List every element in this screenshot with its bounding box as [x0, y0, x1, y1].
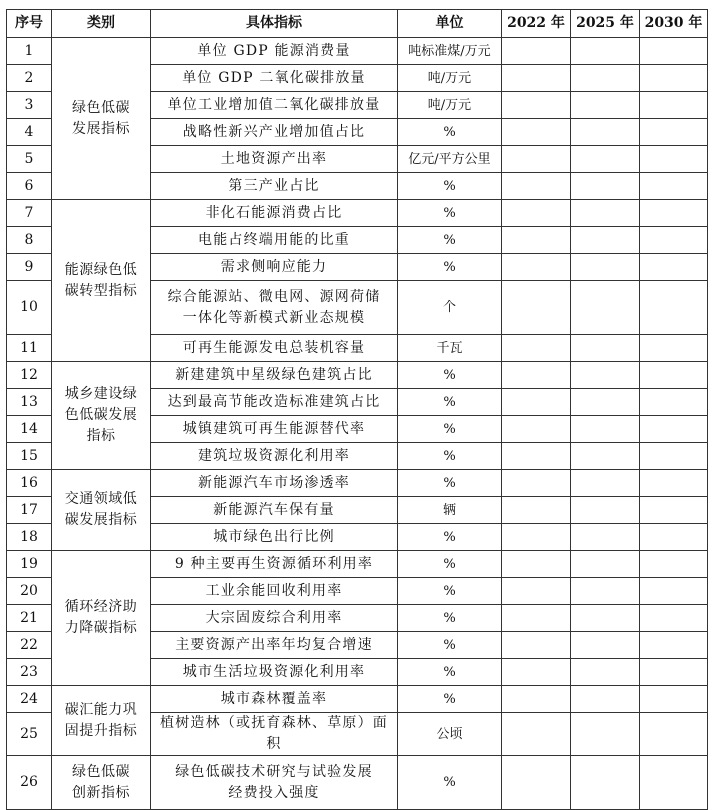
value-2025 — [571, 254, 640, 281]
category-line: 指标 — [86, 428, 116, 444]
category-line: 绿色低碳 — [72, 99, 130, 116]
value-2030 — [640, 416, 708, 443]
row-number: 17 — [7, 497, 52, 524]
value-2025 — [571, 605, 640, 632]
row-number: 5 — [7, 146, 52, 173]
value-2025 — [571, 632, 640, 659]
indicator-line: 城市绿色出行比例 — [213, 528, 335, 545]
value-2030 — [640, 146, 708, 173]
value-2025 — [571, 173, 640, 200]
value-2030 — [640, 335, 708, 362]
category-line: 力降碳指标 — [64, 620, 138, 636]
value-2025 — [571, 281, 640, 335]
table-row — [7, 686, 708, 713]
indicator-cell — [151, 92, 398, 119]
value-2022 — [502, 605, 571, 632]
category-line: 固提升指标 — [64, 722, 138, 739]
row-number: 3 — [7, 92, 52, 119]
indicator-line: 单位 GDP 能源消费量 — [197, 42, 351, 59]
indicator-line: 单位 GDP 二氧化碳排放量 — [182, 69, 366, 86]
header-row — [7, 10, 708, 38]
unit-cell: % — [398, 443, 502, 470]
value-2022 — [502, 551, 571, 578]
header-2025: 2025 年 — [571, 10, 640, 38]
value-2025 — [571, 227, 640, 254]
header-indicator: 具体指标 — [151, 10, 398, 38]
indicator-cell — [151, 254, 398, 281]
indicator-line: 主要资源产出率年均复合增速 — [175, 636, 373, 653]
value-2022 — [502, 200, 571, 227]
value-2022 — [502, 686, 571, 713]
indicator-cell — [151, 227, 398, 254]
unit-cell: % — [398, 605, 502, 632]
value-2022 — [502, 389, 571, 416]
indicator-line: 一体化等新模式新业态规模 — [182, 309, 366, 326]
row-number: 13 — [7, 389, 52, 416]
value-2022 — [502, 146, 571, 173]
row-number: 8 — [7, 227, 52, 254]
unit-cell: 辆 — [398, 497, 502, 524]
value-2022 — [502, 497, 571, 524]
unit-cell: % — [398, 200, 502, 227]
indicator-cell — [151, 200, 398, 227]
header-category: 类别 — [52, 10, 151, 38]
indicator-cell — [151, 632, 398, 659]
indicator-cell — [151, 497, 398, 524]
value-2022 — [502, 362, 571, 389]
unit-cell: 吨标准煤/万元 — [398, 38, 502, 65]
row-number: 6 — [7, 173, 52, 200]
value-2030 — [640, 713, 708, 756]
indicator-line: 综合能源站、微电网、源网荷储 — [167, 288, 381, 305]
category-cell — [52, 551, 151, 686]
category-line: 交通领域低 — [64, 491, 138, 507]
value-2022 — [502, 227, 571, 254]
row-number: 4 — [7, 119, 52, 146]
indicator-line: 城市生活垃圾资源化利用率 — [182, 663, 366, 680]
row-number: 21 — [7, 605, 52, 632]
table-row — [7, 200, 708, 227]
unit-cell: % — [398, 254, 502, 281]
indicator-line: 土地资源产出率 — [220, 150, 328, 167]
value-2022 — [502, 416, 571, 443]
value-2022 — [502, 470, 571, 497]
row-number: 19 — [7, 551, 52, 578]
indicator-cell — [151, 686, 398, 713]
value-2022 — [502, 119, 571, 146]
value-2025 — [571, 362, 640, 389]
indicator-line: 第三产业占比 — [228, 177, 320, 194]
row-number: 11 — [7, 335, 52, 362]
indicator-line: 新能源汽车市场渗透率 — [198, 474, 350, 491]
row-number: 26 — [7, 756, 52, 810]
table-row — [7, 38, 708, 65]
value-2030 — [640, 524, 708, 551]
indicator-cell — [151, 38, 398, 65]
unit-cell: 吨/万元 — [398, 92, 502, 119]
indicator-line: 绿色低碳技术研究与试验发展 — [175, 763, 373, 780]
unit-cell: % — [398, 756, 502, 810]
indicator-cell — [151, 443, 398, 470]
category-line: 碳发展指标 — [64, 512, 138, 528]
table-row — [7, 362, 708, 389]
unit-cell: % — [398, 227, 502, 254]
indicator-line: 电能占终端用能的比重 — [198, 231, 350, 248]
row-number: 16 — [7, 470, 52, 497]
unit-cell: % — [398, 659, 502, 686]
value-2025 — [571, 497, 640, 524]
value-2030 — [640, 470, 708, 497]
value-2030 — [640, 119, 708, 146]
row-number: 22 — [7, 632, 52, 659]
value-2030 — [640, 632, 708, 659]
indicator-cell — [151, 524, 398, 551]
value-2025 — [571, 38, 640, 65]
unit-cell: % — [398, 686, 502, 713]
category-cell — [52, 38, 151, 200]
value-2022 — [502, 443, 571, 470]
category-line: 能源绿色低 — [64, 261, 138, 278]
unit-cell: 千瓦 — [398, 335, 502, 362]
header-no: 序号 — [7, 10, 52, 38]
value-2025 — [571, 443, 640, 470]
indicator-cell — [151, 65, 398, 92]
indicator-cell — [151, 119, 398, 146]
unit-cell: % — [398, 362, 502, 389]
value-2022 — [502, 173, 571, 200]
value-2025 — [571, 713, 640, 756]
unit-cell: % — [398, 416, 502, 443]
indicator-cell — [151, 146, 398, 173]
value-2025 — [571, 65, 640, 92]
indicator-cell — [151, 335, 398, 362]
value-2030 — [640, 65, 708, 92]
value-2025 — [571, 416, 640, 443]
indicator-cell — [151, 173, 398, 200]
unit-cell: % — [398, 119, 502, 146]
table-row — [7, 756, 708, 810]
category-cell — [52, 470, 151, 551]
row-number: 18 — [7, 524, 52, 551]
category-cell — [52, 686, 151, 756]
value-2022 — [502, 65, 571, 92]
row-number: 2 — [7, 65, 52, 92]
value-2030 — [640, 578, 708, 605]
indicator-line: 新能源汽车保有量 — [213, 501, 335, 518]
indicator-line: 达到最高节能改造标准建筑占比 — [167, 393, 381, 410]
unit-cell: % — [398, 632, 502, 659]
indicator-line: 城镇建筑可再生能源替代率 — [182, 420, 366, 437]
value-2030 — [640, 227, 708, 254]
value-2022 — [502, 578, 571, 605]
row-number: 1 — [7, 38, 52, 65]
value-2022 — [502, 659, 571, 686]
value-2030 — [640, 756, 708, 810]
table-row — [7, 551, 708, 578]
value-2030 — [640, 497, 708, 524]
header-unit: 单位 — [398, 10, 502, 38]
category-line: 绿色低碳 — [72, 763, 130, 780]
value-2022 — [502, 335, 571, 362]
unit-cell: 个 — [398, 281, 502, 335]
category-cell — [52, 362, 151, 470]
value-2030 — [640, 389, 708, 416]
indicator-line: 单位工业增加值二氧化碳排放量 — [167, 96, 381, 113]
row-number: 20 — [7, 578, 52, 605]
unit-cell: 吨/万元 — [398, 65, 502, 92]
value-2025 — [571, 335, 640, 362]
indicator-line: 需求侧响应能力 — [220, 258, 328, 275]
indicator-line: 大宗固废综合利用率 — [205, 609, 343, 626]
indicator-line: 新建建筑中星级绿色建筑占比 — [175, 366, 373, 383]
indicator-cell — [151, 605, 398, 632]
value-2030 — [640, 38, 708, 65]
value-2030 — [640, 659, 708, 686]
unit-cell: % — [398, 578, 502, 605]
indicator-line: 经费投入强度 — [228, 784, 320, 801]
header-2022: 2022 年 — [502, 10, 571, 38]
value-2025 — [571, 524, 640, 551]
value-2025 — [571, 92, 640, 119]
indicator-cell — [151, 389, 398, 416]
table-body — [7, 38, 708, 810]
value-2025 — [571, 551, 640, 578]
value-2025 — [571, 119, 640, 146]
row-number: 10 — [7, 281, 52, 335]
value-2030 — [640, 443, 708, 470]
value-2025 — [571, 686, 640, 713]
indicator-cell — [151, 659, 398, 686]
value-2022 — [502, 254, 571, 281]
row-number: 15 — [7, 443, 52, 470]
value-2022 — [502, 38, 571, 65]
value-2030 — [640, 200, 708, 227]
value-2025 — [571, 146, 640, 173]
value-2022 — [502, 756, 571, 810]
indicator-line: 工业余能回收利用率 — [205, 582, 343, 599]
category-line: 城乡建设绿 — [64, 386, 138, 402]
indicator-line: 非化石能源消费占比 — [205, 204, 343, 221]
indicator-table — [6, 9, 708, 810]
table-row — [7, 470, 708, 497]
value-2022 — [502, 524, 571, 551]
unit-cell: % — [398, 173, 502, 200]
indicator-cell — [151, 713, 398, 756]
row-number: 14 — [7, 416, 52, 443]
indicator-cell — [151, 578, 398, 605]
value-2025 — [571, 389, 640, 416]
value-2030 — [640, 551, 708, 578]
indicator-cell — [151, 281, 398, 335]
category-cell — [52, 756, 151, 810]
row-number: 9 — [7, 254, 52, 281]
unit-cell: 公顷 — [398, 713, 502, 756]
value-2030 — [640, 281, 708, 335]
unit-cell: % — [398, 470, 502, 497]
category-line: 色低碳发展 — [64, 407, 138, 423]
indicator-line: 9 种主要再生资源循环利用率 — [174, 555, 374, 572]
indicator-cell — [151, 362, 398, 389]
indicator-line: 建筑垃圾资源化利用率 — [198, 447, 350, 464]
value-2030 — [640, 173, 708, 200]
value-2030 — [640, 605, 708, 632]
category-line: 循环经济助 — [64, 599, 138, 615]
value-2022 — [502, 632, 571, 659]
indicator-line: 植树造林（或抚育森林、草原）面积 — [160, 715, 388, 752]
indicator-line: 可再生能源发电总装机容量 — [182, 339, 366, 356]
category-line: 创新指标 — [72, 784, 130, 801]
category-line: 碳汇能力巩 — [64, 701, 138, 718]
value-2022 — [502, 281, 571, 335]
row-number: 23 — [7, 659, 52, 686]
value-2025 — [571, 470, 640, 497]
unit-cell: % — [398, 524, 502, 551]
value-2030 — [640, 686, 708, 713]
value-2022 — [502, 713, 571, 756]
value-2030 — [640, 254, 708, 281]
row-number: 25 — [7, 713, 52, 756]
indicator-line: 战略性新兴产业增加值占比 — [182, 123, 366, 140]
row-number: 7 — [7, 200, 52, 227]
unit-cell: % — [398, 551, 502, 578]
value-2030 — [640, 362, 708, 389]
unit-cell: % — [398, 389, 502, 416]
row-number: 24 — [7, 686, 52, 713]
unit-cell: 亿元/平方公里 — [398, 146, 502, 173]
value-2022 — [502, 92, 571, 119]
indicator-line: 城市森林覆盖率 — [220, 690, 328, 707]
value-2025 — [571, 659, 640, 686]
category-line: 碳转型指标 — [64, 282, 138, 299]
indicator-cell — [151, 470, 398, 497]
row-number: 12 — [7, 362, 52, 389]
value-2025 — [571, 200, 640, 227]
value-2025 — [571, 578, 640, 605]
category-cell — [52, 200, 151, 362]
indicator-cell — [151, 756, 398, 810]
indicator-cell — [151, 551, 398, 578]
value-2025 — [571, 756, 640, 810]
indicator-cell — [151, 416, 398, 443]
value-2030 — [640, 92, 708, 119]
header-2030: 2030 年 — [640, 10, 708, 38]
category-line: 发展指标 — [72, 120, 130, 137]
